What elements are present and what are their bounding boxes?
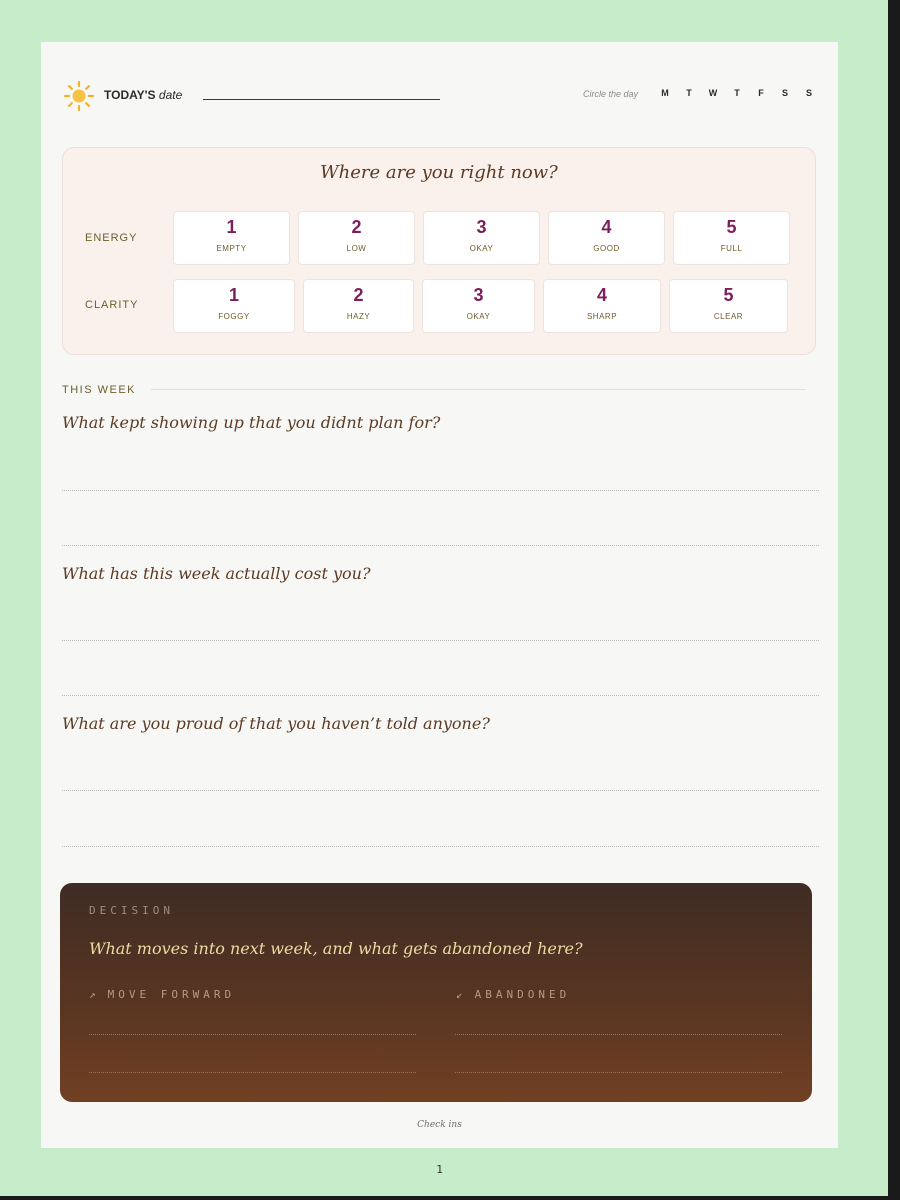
clarity-option-number: 3: [473, 285, 484, 305]
day-friday[interactable]: F: [758, 88, 764, 98]
question-unplanned: What kept showing up that you didnt plan for?: [62, 413, 441, 432]
clarity-option-number: 1: [228, 285, 239, 305]
clarity-option-1[interactable]: [173, 279, 295, 333]
decision-question: What moves into next week, and what gets abandoned here?: [89, 939, 583, 958]
date-word: date: [158, 88, 183, 102]
clarity-option-5[interactable]: [669, 279, 788, 333]
page-number: 1: [436, 1163, 443, 1176]
answer-line[interactable]: [62, 790, 819, 791]
sun-icon: [63, 80, 95, 112]
answer-line[interactable]: [62, 490, 819, 491]
move-forward-label: MOVE FORWARD: [107, 988, 236, 1001]
energy-option-number: 2: [351, 217, 362, 237]
energy-option-number: 3: [476, 217, 487, 237]
day-saturday[interactable]: S: [781, 88, 788, 98]
energy-option-5[interactable]: [673, 211, 790, 265]
clarity-option-number: 4: [596, 285, 607, 305]
day-wednesday[interactable]: W: [708, 88, 718, 98]
clarity-option-2[interactable]: [303, 279, 414, 333]
arrow-down-left-icon: ↙: [456, 988, 463, 1001]
clarity-option-word: SHARP: [586, 312, 618, 321]
forward-line[interactable]: [89, 1034, 416, 1035]
arrow-up-right-icon: ↗: [89, 988, 96, 1001]
forward-line[interactable]: [89, 1072, 416, 1073]
answer-line[interactable]: [62, 545, 819, 546]
answer-line[interactable]: [62, 695, 819, 696]
clarity-option-number: 5: [723, 285, 734, 305]
journal-page: [41, 42, 838, 1148]
mood-check-card: [62, 147, 816, 355]
abandoned-line[interactable]: [455, 1034, 782, 1035]
mood-title: Where are you right now?: [320, 162, 558, 183]
window-edge-bottom: [0, 1196, 900, 1200]
day-selector: [653, 88, 821, 98]
decision-label: DECISION: [89, 904, 174, 917]
decision-card: [60, 883, 812, 1102]
abandoned-line[interactable]: [455, 1072, 782, 1073]
energy-option-number: 1: [226, 217, 237, 237]
circle-the-day-label: Circle the day: [583, 89, 639, 99]
question-cost: What has this week actually cost you?: [62, 564, 371, 583]
energy-option-3[interactable]: [423, 211, 540, 265]
clarity-option-word: FOGGY: [218, 312, 250, 321]
clarity-option-word: HAZY: [346, 312, 371, 321]
abandoned-label: ABANDONED: [474, 988, 571, 1001]
day-monday[interactable]: M: [661, 88, 669, 98]
energy-option-4[interactable]: [548, 211, 665, 265]
energy-option-word: GOOD: [593, 244, 620, 253]
day-tuesday[interactable]: T: [686, 88, 692, 98]
energy-label: ENERGY: [85, 232, 138, 244]
section-divider: [151, 389, 805, 390]
energy-option-1[interactable]: [173, 211, 290, 265]
this-week-label: THIS WEEK: [62, 384, 137, 396]
energy-option-number: 4: [601, 217, 612, 237]
clarity-option-3[interactable]: [422, 279, 535, 333]
clarity-scale: [173, 279, 788, 333]
move-forward-heading: [89, 988, 235, 1001]
day-sunday[interactable]: S: [805, 88, 812, 98]
date-write-line[interactable]: [203, 99, 440, 100]
energy-option-word: OKAY: [469, 244, 494, 253]
todays-label: TODAY'S: [104, 88, 156, 102]
question-proud: What are you proud of that you haven’t told anyone?: [62, 714, 490, 733]
todays-date-label: [104, 88, 182, 102]
clarity-label: CLARITY: [85, 299, 139, 311]
clarity-option-number: 2: [353, 285, 364, 305]
day-thursday[interactable]: T: [734, 88, 740, 98]
footer-text: Check ins: [417, 1120, 462, 1130]
clarity-option-4[interactable]: [543, 279, 661, 333]
clarity-option-word: OKAY: [466, 312, 491, 321]
answer-line[interactable]: [62, 846, 819, 847]
energy-option-word: LOW: [346, 244, 367, 253]
clarity-option-word: CLEAR: [713, 312, 744, 321]
energy-option-number: 5: [726, 217, 737, 237]
energy-option-word: FULL: [720, 244, 743, 253]
energy-option-2[interactable]: [298, 211, 415, 265]
window-edge-right: [888, 0, 900, 1200]
abandoned-heading: [456, 988, 570, 1001]
energy-option-word: EMPTY: [216, 244, 247, 253]
answer-line[interactable]: [62, 640, 819, 641]
energy-scale: [173, 211, 790, 265]
